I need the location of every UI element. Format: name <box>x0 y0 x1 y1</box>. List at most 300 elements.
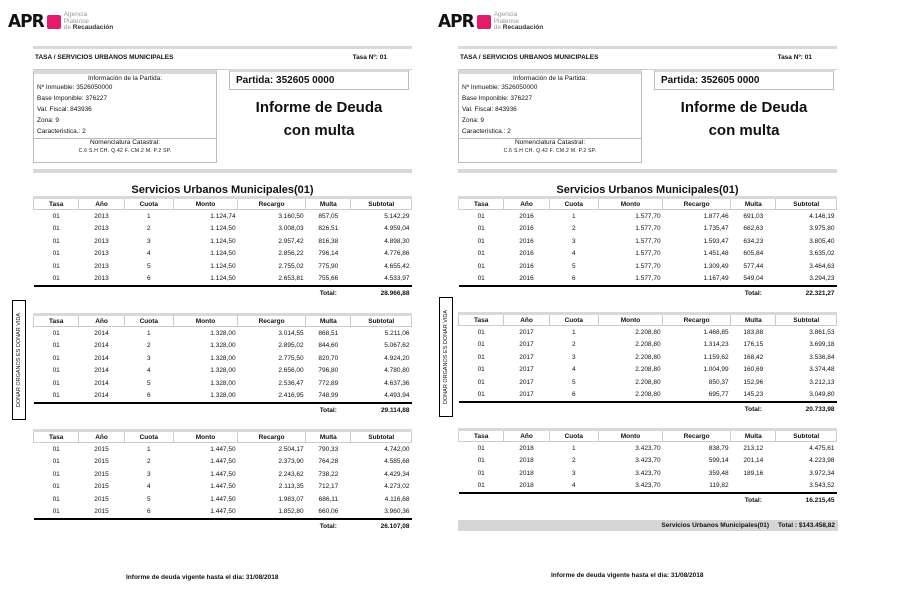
info-inmueble: Nº Inmueble: 3526050000 <box>462 84 538 91</box>
cell-multa: 820,70 <box>318 354 339 362</box>
cell-ano: 2014 <box>94 367 109 375</box>
cell-tasa: 01 <box>52 379 60 387</box>
cell-cuota: 2 <box>571 225 576 233</box>
cell-monto: 2.208,80 <box>635 366 661 374</box>
partida-info-box <box>33 70 217 163</box>
cell-recargo: 2.856,22 <box>278 250 304 258</box>
cell-tasa: 01 <box>52 250 60 258</box>
organ-donation-text: DONAR ORGANOS ES DONAR VIDA <box>16 312 22 408</box>
organ-donation-banner <box>439 297 453 417</box>
table-total-row <box>459 402 837 415</box>
grand-total-bar <box>458 520 838 531</box>
table-row <box>459 326 837 339</box>
section-title: Servicios Urbanos Municipales(01) <box>556 184 739 196</box>
empty-cell <box>173 286 237 299</box>
cell-cuota: 4 <box>146 250 151 258</box>
cell-cuota: 6 <box>146 508 151 516</box>
cell-recargo: 3.160,50 <box>278 212 304 220</box>
cell-ano: 2017 <box>519 328 534 336</box>
apr-logo <box>8 12 113 32</box>
cell-cuota: 1 <box>571 328 576 336</box>
cell-ano: 2018 <box>519 469 534 477</box>
cell-subtotal: 4.655,42 <box>384 262 410 270</box>
table-row <box>34 223 412 236</box>
table-row <box>34 443 412 456</box>
cell-recargo: 2.653,81 <box>278 275 304 283</box>
cell-subtotal: 4.533,97 <box>384 275 410 283</box>
column-header-monto: Monto <box>173 315 237 327</box>
cell-tasa: 01 <box>52 458 60 466</box>
cell-subtotal: 3.975,80 <box>809 225 835 233</box>
empty-cell <box>34 286 79 299</box>
cell-multa: 857,05 <box>318 212 339 220</box>
grand-total-label: Servicios Urbanos Municipales(01) <box>661 522 770 529</box>
cell-subtotal: 4.924,20 <box>384 354 410 362</box>
report-title-line-1: Informe de Deuda <box>255 99 383 116</box>
column-header-tasa: Tasa <box>459 198 504 210</box>
cell-monto: 1.577,70 <box>635 262 661 270</box>
empty-cell <box>238 403 306 416</box>
table-header-row <box>34 198 412 210</box>
table-row <box>34 260 412 273</box>
logo-square-icon <box>477 15 491 29</box>
cell-subtotal: 3.960,36 <box>384 508 410 516</box>
cell-recargo: 1.735,47 <box>703 225 729 233</box>
column-header-ano: Año <box>79 198 124 210</box>
column-header-subtotal: Subtotal <box>776 314 837 326</box>
cell-monto: 3.423,70 <box>635 469 661 477</box>
cell-monto: 2.208,80 <box>635 341 661 349</box>
cell-subtotal: 3.972,34 <box>809 469 835 477</box>
cell-multa: 691,03 <box>743 212 764 220</box>
cell-subtotal: 3.699,18 <box>809 341 835 349</box>
empty-cell <box>79 519 124 532</box>
column-header-monto: Monto <box>598 430 662 442</box>
tasa-title: TASA / SERVICIOS URBANOS MUNICIPALES <box>460 54 599 61</box>
cell-subtotal: 4.776,86 <box>384 250 410 258</box>
table-total-row <box>459 286 837 299</box>
info-title: Información de la Partida: <box>87 75 163 82</box>
column-header-subtotal: Subtotal <box>351 431 412 443</box>
cell-recargo: 695,77 <box>708 391 729 399</box>
total-label: Total: <box>731 286 776 299</box>
cell-tasa: 01 <box>477 482 485 490</box>
tasa-title: TASA / SERVICIOS URBANOS MUNICIPALES <box>35 54 174 61</box>
cell-subtotal: 5.067,62 <box>384 342 410 350</box>
debt-table-2014 <box>33 313 412 416</box>
cell-multa: 748,99 <box>318 392 339 400</box>
cell-cuota: 2 <box>571 341 576 349</box>
nomenclatura-value: C.6 S.H CH. Q.42 F. CM.2 M. P.2 SP. <box>78 148 172 154</box>
cell-monto: 1.328,00 <box>210 379 236 387</box>
cell-ano: 2016 <box>519 262 534 270</box>
empty-cell <box>549 402 598 415</box>
cell-recargo: 2.243,62 <box>278 470 304 478</box>
total-label: Total: <box>306 519 351 532</box>
tasa-header <box>458 46 837 70</box>
debt-table-2016 <box>458 196 837 299</box>
cell-multa: 183,88 <box>743 328 764 336</box>
table-row <box>34 327 412 340</box>
cell-subtotal: 4.780,80 <box>384 367 410 375</box>
table-row <box>459 351 837 364</box>
cell-cuota: 5 <box>571 262 576 270</box>
cell-tasa: 01 <box>52 445 60 453</box>
cell-recargo: 850,37 <box>708 378 729 386</box>
cell-ano: 2015 <box>94 483 109 491</box>
report-title-line-2: con multa <box>283 122 355 139</box>
column-header-monto: Monto <box>173 198 237 210</box>
cell-monto: 1.577,70 <box>635 225 661 233</box>
cell-ano: 2017 <box>519 366 534 374</box>
empty-cell <box>124 403 173 416</box>
column-header-subtotal: Subtotal <box>351 315 412 327</box>
cell-monto: 1.577,70 <box>635 212 661 220</box>
cell-ano: 2016 <box>519 237 534 245</box>
nomenclatura <box>459 138 641 154</box>
cell-subtotal: 3.464,63 <box>809 262 835 270</box>
cell-recargo: 2.113,35 <box>278 483 304 491</box>
cell-multa: 816,38 <box>318 237 339 245</box>
table-total-row <box>34 286 412 299</box>
cell-recargo: 1.004,99 <box>703 366 729 374</box>
cell-multa: 176,15 <box>743 341 764 349</box>
cell-subtotal: 4.493,94 <box>384 392 410 400</box>
cell-recargo: 1.159,62 <box>703 353 729 361</box>
cell-ano: 2018 <box>519 444 534 452</box>
empty-cell <box>34 519 79 532</box>
agency-line-1: Agencia <box>493 11 518 19</box>
cell-tasa: 01 <box>477 262 485 270</box>
cell-cuota: 4 <box>571 482 576 490</box>
table-row <box>459 235 837 248</box>
column-header-recargo: Recargo <box>238 198 306 210</box>
cell-ano: 2013 <box>94 262 109 270</box>
info-fiscal: Val. Fiscal: 843936 <box>37 106 92 113</box>
cell-multa: 775,90 <box>318 262 339 270</box>
column-header-subtotal: Subtotal <box>776 430 837 442</box>
cell-multa: 844,60 <box>318 342 339 350</box>
table-row <box>459 467 837 480</box>
cell-tasa: 01 <box>477 353 485 361</box>
cell-tasa: 01 <box>477 275 485 283</box>
cell-multa: 738,22 <box>318 470 339 478</box>
cell-monto: 1.328,00 <box>210 367 236 375</box>
cell-monto: 1.124,74 <box>210 212 236 220</box>
section-title: Servicios Urbanos Municipales(01) <box>131 184 314 196</box>
cell-ano: 2015 <box>94 445 109 453</box>
cell-ano: 2017 <box>519 341 534 349</box>
cell-multa: 712,17 <box>318 483 339 491</box>
cell-recargo: 3.014,55 <box>278 329 304 337</box>
table-row <box>459 364 837 377</box>
column-header-recargo: Recargo <box>663 430 731 442</box>
cell-ano: 2017 <box>519 391 534 399</box>
cell-multa: 160,69 <box>743 366 764 374</box>
debt-table-2013 <box>33 196 412 299</box>
cell-recargo: 838,79 <box>708 444 729 452</box>
table-header-row <box>34 431 412 443</box>
agency-line-3a: de <box>493 24 503 32</box>
organ-donation-banner <box>12 300 26 420</box>
cell-cuota: 2 <box>146 458 151 466</box>
empty-cell <box>173 403 237 416</box>
cell-monto: 1.577,70 <box>635 275 661 283</box>
footer-note: Informe de deuda vigente hasta el dia: 31/08/2018 <box>126 574 279 581</box>
table-row <box>459 223 837 236</box>
cell-cuota: 1 <box>571 444 576 452</box>
cell-subtotal: 3.861,53 <box>809 328 835 336</box>
table-row <box>459 260 837 273</box>
cell-ano: 2016 <box>519 275 534 283</box>
cell-cuota: 6 <box>571 391 576 399</box>
cell-tasa: 01 <box>52 329 60 337</box>
table-row <box>459 273 837 287</box>
column-header-monto: Monto <box>173 431 237 443</box>
cell-recargo: 1.877,46 <box>703 212 729 220</box>
table-row <box>34 390 412 404</box>
total-value: 26.107,08 <box>351 519 412 532</box>
cell-subtotal: 4.273,02 <box>384 483 410 491</box>
cell-subtotal: 3.536,84 <box>809 353 835 361</box>
logo-text: APR <box>438 11 474 33</box>
cell-monto: 1.447,50 <box>210 495 236 503</box>
empty-cell <box>124 519 173 532</box>
table-row <box>34 506 412 520</box>
cell-monto: 3.423,70 <box>635 482 661 490</box>
cell-multa: 201,14 <box>743 457 764 465</box>
agency-line-3b: Recaudación <box>502 24 544 32</box>
nomenclatura <box>34 138 216 154</box>
column-header-multa: Multa <box>306 431 351 443</box>
column-header-cuota: Cuota <box>549 430 598 442</box>
cell-cuota: 4 <box>571 366 576 374</box>
table-row <box>459 376 837 389</box>
table-row <box>459 210 837 223</box>
agency-line-3a: de <box>63 24 73 32</box>
cell-multa: 796,14 <box>318 250 339 258</box>
cell-tasa: 01 <box>477 250 485 258</box>
table-row <box>459 455 837 468</box>
empty-cell <box>459 402 504 415</box>
cell-cuota: 4 <box>146 483 151 491</box>
cell-multa <box>731 480 776 494</box>
total-label: Total: <box>731 402 776 415</box>
cell-tasa: 01 <box>52 367 60 375</box>
cell-subtotal: 3.543,52 <box>809 482 835 490</box>
column-header-tasa: Tasa <box>34 315 79 327</box>
column-header-cuota: Cuota <box>124 198 173 210</box>
cell-multa: 796,80 <box>318 367 339 375</box>
cell-subtotal: 4.959,04 <box>384 225 410 233</box>
cell-cuota: 1 <box>146 445 151 453</box>
cell-tasa: 01 <box>52 354 60 362</box>
cell-monto: 1.124,50 <box>210 275 236 283</box>
column-header-ano: Año <box>79 315 124 327</box>
cell-subtotal: 3.294,23 <box>809 275 835 283</box>
cell-ano: 2015 <box>94 508 109 516</box>
cell-monto: 1.328,00 <box>210 354 236 362</box>
table-header-row <box>459 314 837 326</box>
cell-tasa: 01 <box>477 391 485 399</box>
debt-table-2017 <box>458 312 837 415</box>
cell-monto: 2.208,80 <box>635 328 661 336</box>
cell-multa: 213,12 <box>743 444 764 452</box>
cell-cuota: 1 <box>146 212 151 220</box>
cell-cuota: 1 <box>571 212 576 220</box>
cell-cuota: 3 <box>146 237 151 245</box>
cell-tasa: 01 <box>52 392 60 400</box>
info-base: Base Imponible: 376227 <box>37 95 108 102</box>
cell-cuota: 3 <box>571 353 576 361</box>
cell-multa: 660,06 <box>318 508 339 516</box>
column-header-ano: Año <box>504 314 549 326</box>
table-header-row <box>34 315 412 327</box>
report-page-2 <box>430 0 860 593</box>
cell-multa: 662,63 <box>743 225 764 233</box>
cell-ano: 2017 <box>519 353 534 361</box>
cell-ano: 2018 <box>519 457 534 465</box>
cell-multa: 577,44 <box>743 262 764 270</box>
cell-ano: 2013 <box>94 250 109 258</box>
cell-ano: 2013 <box>94 237 109 245</box>
cell-cuota: 4 <box>571 250 576 258</box>
column-header-monto: Monto <box>598 314 662 326</box>
logo-square-icon <box>47 15 61 29</box>
cell-subtotal: 4.742,00 <box>384 445 410 453</box>
empty-cell <box>504 493 549 506</box>
cell-tasa: 01 <box>477 237 485 245</box>
table-row <box>34 210 412 223</box>
debt-table-2015 <box>33 429 412 532</box>
cell-tasa: 01 <box>477 457 485 465</box>
empty-cell <box>238 286 306 299</box>
cell-tasa: 01 <box>52 237 60 245</box>
cell-cuota: 3 <box>571 469 576 477</box>
cell-recargo: 2.957,42 <box>278 237 304 245</box>
cell-cuota: 2 <box>146 225 151 233</box>
cell-subtotal: 4.116,68 <box>384 495 410 503</box>
cell-subtotal: 4.429,34 <box>384 470 410 478</box>
column-header-cuota: Cuota <box>549 198 598 210</box>
cell-monto: 1.447,50 <box>210 483 236 491</box>
cell-recargo: 1.314,23 <box>703 341 729 349</box>
column-header-cuota: Cuota <box>549 314 598 326</box>
table-row <box>34 377 412 390</box>
cell-cuota: 1 <box>146 329 151 337</box>
cell-subtotal: 3.049,80 <box>809 391 835 399</box>
table-row <box>34 493 412 506</box>
cell-recargo: 2.755,02 <box>278 262 304 270</box>
report-page-1 <box>0 0 430 593</box>
cell-cuota: 2 <box>571 457 576 465</box>
info-fiscal: Val. Fiscal: 843936 <box>462 106 517 113</box>
cell-recargo: 1.309,49 <box>703 262 729 270</box>
cell-tasa: 01 <box>477 469 485 477</box>
cell-subtotal: 4.585,68 <box>384 458 410 466</box>
cell-subtotal: 4.223,98 <box>809 457 835 465</box>
cell-cuota: 5 <box>146 262 151 270</box>
total-label: Total: <box>731 493 776 506</box>
info-base: Base Imponible: 376227 <box>462 95 533 102</box>
cell-tasa: 01 <box>52 275 60 283</box>
cell-subtotal: 4.475,61 <box>809 444 835 452</box>
table-header-row <box>459 198 837 210</box>
cell-ano: 2014 <box>94 354 109 362</box>
agency-line-2: Platense <box>493 17 520 25</box>
cell-subtotal: 3.805,40 <box>809 237 835 245</box>
cell-monto: 2.208,80 <box>635 378 661 386</box>
cell-recargo: 119,82 <box>709 482 729 490</box>
cell-recargo: 1.593,47 <box>703 237 729 245</box>
cell-subtotal: 3.635,02 <box>809 250 835 258</box>
cell-multa: 549,04 <box>743 275 764 283</box>
cell-recargo: 2.775,50 <box>278 354 304 362</box>
cell-recargo: 2.373,90 <box>278 458 304 466</box>
table-row <box>34 468 412 481</box>
table-total-row <box>34 519 412 532</box>
cell-tasa: 01 <box>52 262 60 270</box>
cell-tasa: 01 <box>52 225 60 233</box>
empty-cell <box>504 286 549 299</box>
cell-multa: 826,51 <box>318 225 339 233</box>
info-caracteristica: Caracteristica.: 2 <box>462 128 511 135</box>
column-header-multa: Multa <box>731 430 776 442</box>
cell-recargo: 359,48 <box>708 469 729 477</box>
cell-subtotal: 3.212,13 <box>809 378 835 386</box>
column-header-multa: Multa <box>306 198 351 210</box>
cell-monto: 1.447,50 <box>210 508 236 516</box>
cell-ano: 2017 <box>519 378 534 386</box>
agency-line-2: Platense <box>63 17 90 25</box>
column-header-ano: Año <box>79 431 124 443</box>
column-header-subtotal: Subtotal <box>351 198 412 210</box>
empty-cell <box>598 286 662 299</box>
report-title-line-1: Informe de Deuda <box>680 99 808 116</box>
cell-recargo: 1.852,80 <box>278 508 304 516</box>
cell-monto: 3.423,70 <box>635 457 661 465</box>
empty-cell <box>598 493 662 506</box>
cell-tasa: 01 <box>477 225 485 233</box>
column-header-tasa: Tasa <box>459 430 504 442</box>
empty-cell <box>124 286 173 299</box>
cell-ano: 2016 <box>519 225 534 233</box>
table-total-row <box>34 403 412 416</box>
cell-monto: 1.328,00 <box>210 392 236 400</box>
cell-tasa: 01 <box>52 495 60 503</box>
info-caracteristica: Caracteristica.: 2 <box>37 128 86 135</box>
empty-cell <box>504 402 549 415</box>
debt-table-2018 <box>458 428 837 506</box>
cell-tasa: 01 <box>477 212 485 220</box>
empty-cell <box>238 519 306 532</box>
cell-cuota: 3 <box>146 354 151 362</box>
table-row <box>34 340 412 353</box>
cell-ano: 2015 <box>94 470 109 478</box>
table-row <box>459 389 837 403</box>
info-zona: Zona: 9 <box>462 117 485 124</box>
tasa-number: Tasa Nº: 01 <box>352 54 387 61</box>
total-label: Total: <box>306 286 351 299</box>
empty-cell <box>34 403 79 416</box>
empty-cell <box>173 519 237 532</box>
column-header-recargo: Recargo <box>238 315 306 327</box>
partida-info-box <box>458 70 642 163</box>
column-header-multa: Multa <box>731 198 776 210</box>
empty-cell <box>79 403 124 416</box>
table-row <box>459 339 837 352</box>
cell-monto: 1.124,50 <box>210 237 236 245</box>
